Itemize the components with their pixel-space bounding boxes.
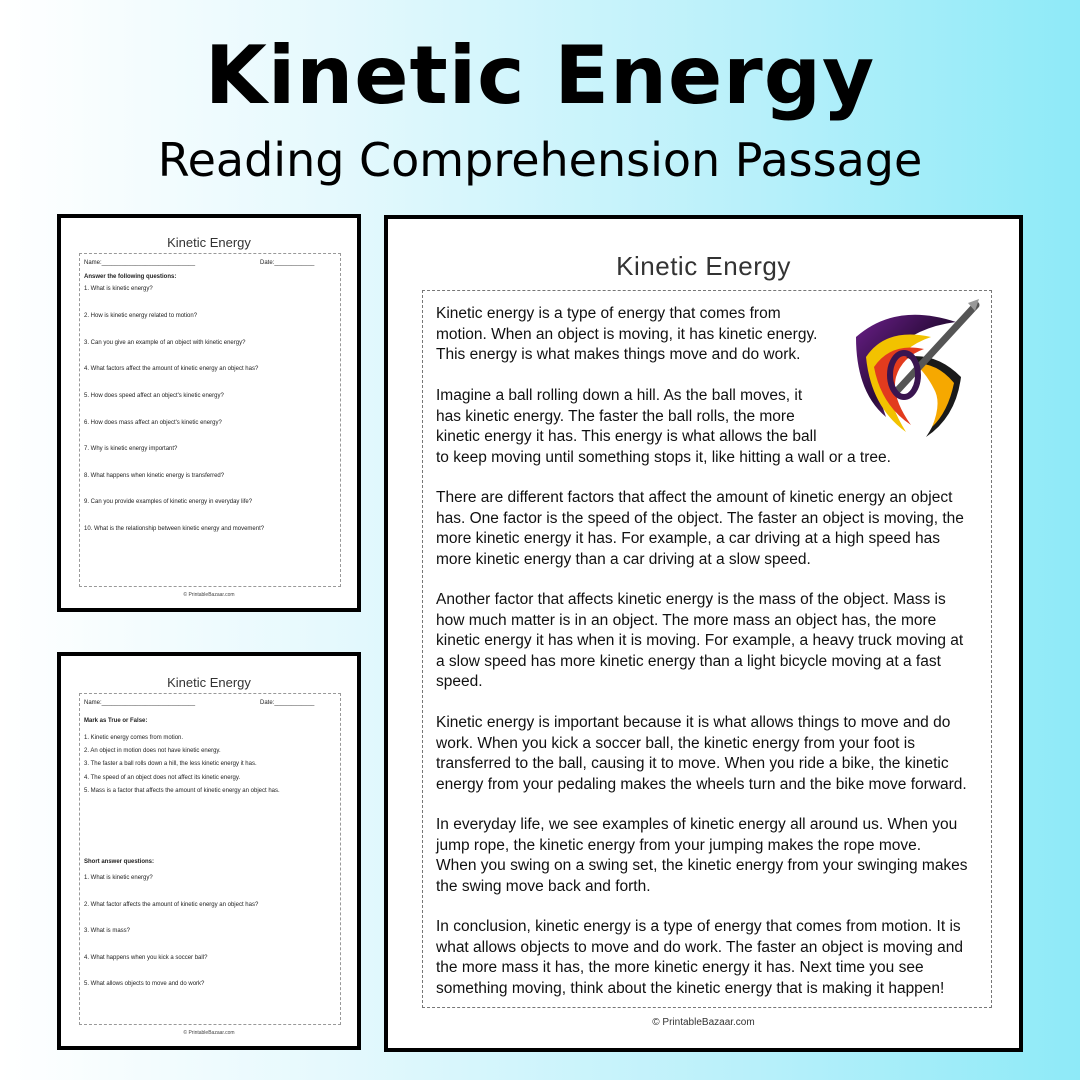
passage-line: In everyday life, we see examples of kinetic energy all around us. When you [436, 816, 958, 833]
worksheet2-tf-item: 4. The speed of an object does not affect its kinetic energy. [84, 775, 241, 781]
passage-line: Kinetic energy is a type of energy that comes from [436, 305, 781, 322]
worksheet-true-false-preview [57, 652, 361, 1050]
worksheet2-box [79, 693, 341, 1025]
worksheet1-name-label: Name:____________________________ [84, 260, 196, 266]
worksheet1-question: 2. How is kinetic energy related to motion? [84, 313, 198, 319]
worksheet2-sa-item: 4. What happens when you kick a soccer ball? [84, 955, 208, 961]
worksheet1-question: 4. What factors affect the amount of kinetic energy an object has? [84, 366, 259, 372]
passage-line: work. When you kick a soccer ball, the kinetic energy from your foot is [436, 734, 915, 752]
header-subtitle: Reading Comprehension Passage [157, 133, 923, 187]
passage-line: energy from your pedaling makes the wheels turn and the bike move forward. [436, 775, 967, 793]
worksheet1-footer: © PrintableBazaar.com [183, 592, 235, 598]
passage-line: how much matter is in an object. The more mass an object has, the more [436, 611, 937, 629]
passage-paragraph [436, 917, 976, 999]
worksheet2-tf-item: 2. An object in motion does not have kinetic energy. [84, 748, 221, 754]
passage-line: There are different factors that affect the amount of kinetic energy an object [436, 489, 953, 506]
worksheet2-title: Kinetic Energy [167, 675, 251, 690]
passage-line: to keep moving until something stops it, like hitting a wall or a tree. [436, 448, 891, 466]
worksheet2-date-label: Date:____________ [260, 700, 315, 706]
worksheet2-sa-item: 3. What is mass? [84, 928, 131, 934]
passage-line: something moving, think about the kinetic energy that is making it happen! [436, 979, 945, 997]
worksheet2-sa-item: 1. What is kinetic energy? [84, 875, 153, 881]
worksheet1-date-label: Date:____________ [260, 260, 315, 266]
passage-line: kinetic energy it has when it is moving. For example, a heavy truck moving at [436, 632, 964, 650]
passage-line: transferred to the ball, causing it to move. When you ride a bike, the kinetic [436, 755, 949, 773]
worksheet1-question: 9. Can you provide examples of kinetic energy in everyday life? [84, 499, 253, 505]
passage-line: Kinetic energy is important because it is what allows things to move and do [436, 714, 951, 731]
worksheet2-sa-item: 2. What factor affects the amount of kinetic energy an object has? [84, 902, 259, 908]
worksheet2-name-label: Name:____________________________ [84, 700, 196, 706]
worksheet2-footer: © PrintableBazaar.com [183, 1030, 235, 1036]
passage-paragraph [436, 815, 976, 897]
passage-paragraph [436, 590, 976, 693]
passage-line: more kinetic energy than a car driving at a slow speed. [436, 550, 811, 568]
passage-line: kinetic energy it has. This energy is what allows the ball [436, 428, 817, 446]
passage-line: Imagine a ball rolling down a hill. As the ball moves, it [436, 387, 803, 404]
passage-title: Kinetic Energy [616, 251, 791, 281]
passage-line: the more mass it has, the more kinetic energy it has. Next time you see [436, 959, 924, 977]
passage-paragraph [436, 488, 976, 570]
passage-footer: © PrintableBazaar.com [652, 1017, 755, 1028]
worksheet1-question: 6. How does mass affect an object's kinetic energy? [84, 420, 222, 426]
worksheet2-tf-item: 5. Mass is a factor that affects the amount of kinetic energy an object has. [84, 788, 280, 794]
worksheet2-tf-heading: Mark as True or False: [84, 718, 148, 724]
passage-line: When you swing on a swing set, the kinetic energy from your swinging makes [436, 857, 968, 875]
worksheet-questions-preview [57, 214, 361, 612]
passage-line: more kinetic energy it has. For example, a car driving at a high speed has [436, 530, 941, 548]
passage-line: has kinetic energy. The faster the ball rolls, the more [436, 407, 795, 425]
passage-paragraph [436, 386, 976, 468]
passage-line: speed. [436, 673, 483, 691]
worksheet1-title: Kinetic Energy [167, 235, 251, 250]
passage-line: motion. When an object is moving, it has kinetic energy. [436, 325, 818, 343]
worksheet2-sa-heading: Short answer questions: [84, 859, 155, 865]
passage-line: has. One factor is the speed of the object. The faster an object is moving, the [436, 509, 964, 527]
worksheet1-question: 1. What is kinetic energy? [84, 286, 153, 292]
header-title: Kinetic Energy [204, 29, 876, 122]
passage-paragraph [436, 304, 976, 366]
worksheet2-tf-item: 1. Kinetic energy comes from motion. [84, 735, 184, 741]
passage-line: This energy is what makes things move and do work. [436, 346, 801, 364]
worksheet1-instructions: Answer the following questions: [84, 274, 177, 280]
worksheet2-sa-item: 5. What allows objects to move and do work? [84, 981, 205, 987]
worksheet1-question: 3. Can you give an example of an object with kinetic energy? [84, 340, 246, 346]
passage-line: Another factor that affects kinetic energy is the mass of the object. Mass is [436, 591, 946, 608]
worksheet2-tf-item: 3. The faster a ball rolls down a hill, the less kinetic energy it has. [84, 761, 257, 767]
worksheet1-question: 7. Why is kinetic energy important? [84, 446, 178, 452]
passage-line: a slow speed has more kinetic energy than a light bicycle moving at a fast [436, 652, 941, 670]
passage-line: what allows objects to move and do work. The faster an object is moving and [436, 938, 963, 956]
passage-page [384, 215, 1023, 1052]
passage-paragraph [436, 713, 976, 795]
passage-line: In conclusion, kinetic energy is a type of energy that comes from motion. It is [436, 918, 961, 935]
passage-line: jump rope, the kinetic energy from your jumping makes the rope move. [436, 836, 922, 854]
worksheet1-question: 5. How does speed affect an object's kinetic energy? [84, 393, 224, 399]
passage-line: the swing move back and forth. [436, 877, 651, 895]
worksheet1-question: 8. What happens when kinetic energy is transferred? [84, 473, 225, 479]
worksheet1-question: 10. What is the relationship between kinetic energy and movement? [84, 526, 265, 532]
worksheet1-box [79, 253, 341, 587]
